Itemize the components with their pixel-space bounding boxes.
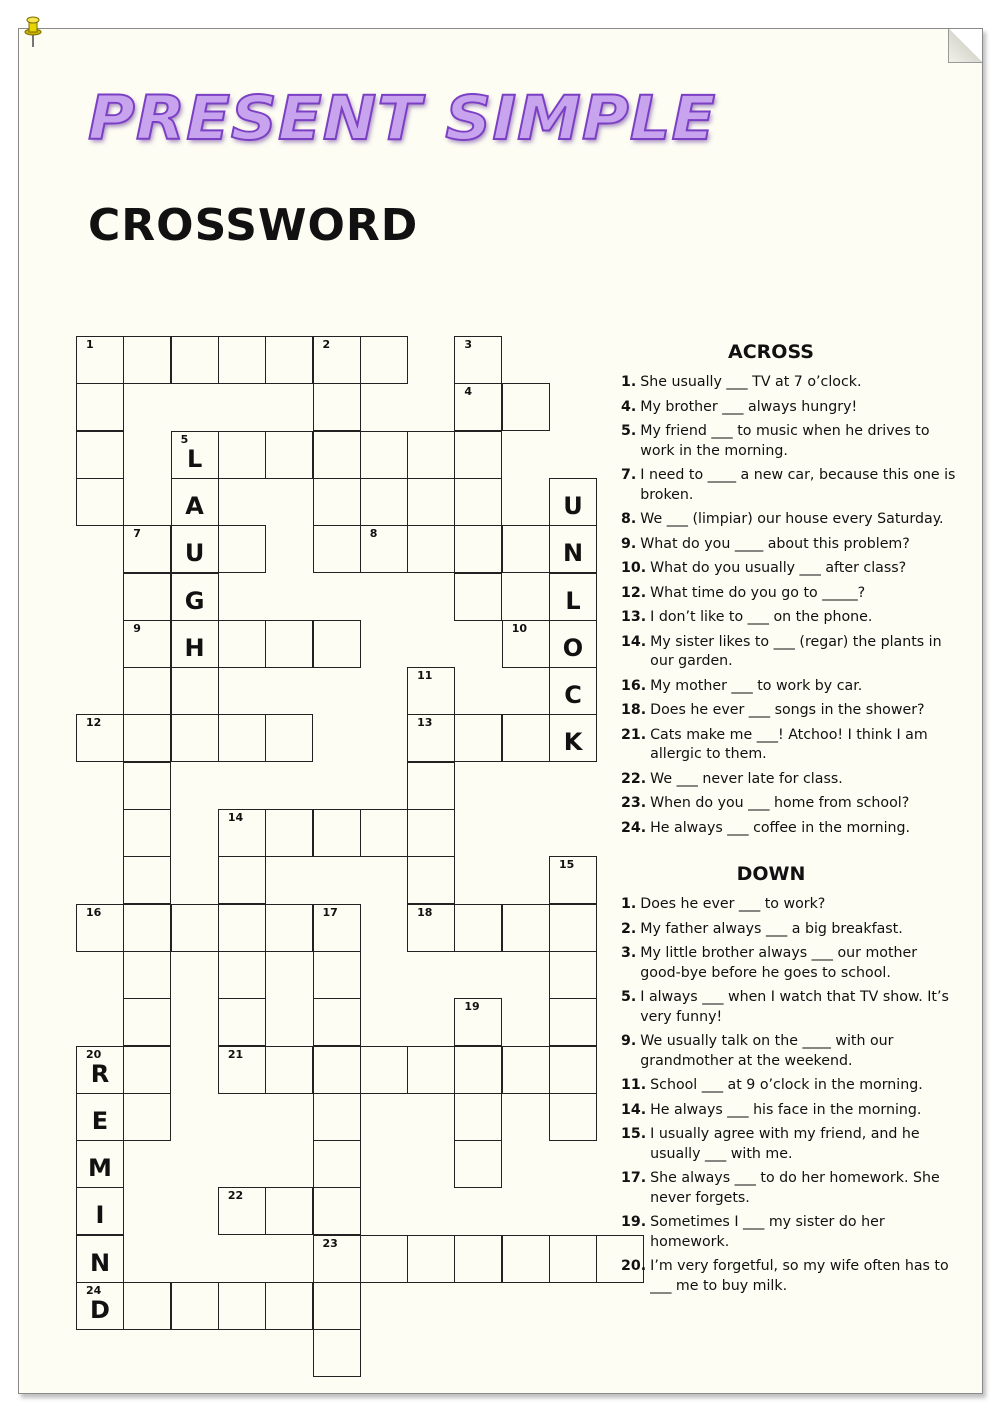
clue-num: 23. — [621, 795, 647, 811]
clue-text: She always ___ to do her homework. She never forgets. — [650, 1170, 940, 1206]
crossword-cell[interactable] — [502, 383, 550, 431]
crossword-cell[interactable] — [454, 714, 502, 762]
crossword-cell[interactable] — [454, 478, 502, 526]
clue-text: I always ___ when I watch that TV show. It’s very funny! — [640, 989, 949, 1025]
crossword-cell[interactable] — [76, 1282, 124, 1330]
clue-num: 4. — [621, 398, 637, 415]
clue-num: 24. — [621, 819, 647, 836]
crossword-cell[interactable] — [313, 1046, 361, 1094]
crossword-cell[interactable] — [123, 573, 171, 621]
crossword-cell[interactable] — [549, 525, 597, 573]
crossword-cell[interactable] — [265, 431, 313, 479]
clue-number: 16 — [86, 905, 102, 919]
crossword-cell[interactable] — [313, 383, 361, 431]
across-clue — [621, 677, 961, 697]
crossword-cell[interactable] — [171, 620, 219, 668]
crossword-cell[interactable] — [171, 1282, 219, 1330]
down-clue — [621, 1032, 961, 1071]
clue-number: 19 — [464, 1000, 480, 1014]
cell-letter: I — [95, 1201, 105, 1230]
crossword-cell[interactable] — [123, 714, 171, 762]
crossword-cell[interactable] — [549, 714, 597, 762]
cell-letter: O — [562, 633, 584, 662]
crossword-cell[interactable] — [549, 478, 597, 526]
clue-number: 5 — [180, 432, 189, 446]
clue-num: 2. — [621, 920, 637, 937]
crossword-cell[interactable] — [171, 904, 219, 952]
across-clue — [621, 510, 961, 530]
crossword-cell[interactable] — [313, 336, 361, 384]
clue-num: 5. — [621, 989, 637, 1005]
across-clue — [621, 535, 961, 555]
cell-letter: C — [564, 681, 582, 710]
clue-num: 7. — [621, 467, 637, 483]
crossword-cell[interactable] — [265, 1187, 313, 1235]
crossword-cell[interactable] — [171, 573, 219, 621]
across-clue — [621, 633, 961, 672]
crossword-cell[interactable] — [454, 1046, 502, 1094]
crossword-cell[interactable] — [360, 1235, 408, 1283]
crossword-cell[interactable] — [76, 478, 124, 526]
cell-letter: H — [184, 633, 205, 662]
clue-num: 20. — [621, 1258, 647, 1274]
clue-text: School ___ at 9 o’clock in the morning. — [650, 1077, 923, 1093]
down-clue — [621, 1101, 961, 1121]
crossword-cell[interactable] — [454, 1093, 502, 1141]
across-clue — [621, 608, 961, 628]
crossword-cell[interactable] — [407, 667, 455, 715]
clue-num: 12. — [621, 584, 647, 601]
crossword-cell[interactable] — [265, 809, 313, 857]
crossword-cell[interactable] — [76, 383, 124, 431]
page-curl — [948, 29, 982, 63]
across-heading: ACROSS — [728, 341, 814, 363]
clue-num: 13. — [621, 609, 647, 625]
crossword-cell[interactable] — [407, 1046, 455, 1094]
crossword-cell[interactable] — [76, 904, 124, 952]
across-clue — [621, 466, 961, 505]
clue-number: 10 — [511, 621, 527, 635]
crossword-cell[interactable] — [313, 904, 361, 952]
crossword-cell[interactable] — [218, 809, 266, 857]
clue-num: 18. — [621, 702, 647, 718]
clue-number: 8 — [369, 527, 378, 541]
crossword-cell[interactable] — [549, 1093, 597, 1141]
cell-letter: R — [90, 1059, 110, 1088]
clue-num: 15. — [621, 1126, 647, 1142]
clue-number: 22 — [227, 1189, 244, 1203]
crossword-cell[interactable] — [218, 856, 266, 904]
crossword-cell[interactable] — [265, 620, 313, 668]
crossword-cell[interactable] — [313, 1235, 361, 1283]
across-clue — [621, 398, 961, 418]
clue-number: 17 — [322, 905, 338, 919]
clue-text: My brother ___ always hungry! — [640, 398, 858, 415]
clue-num: 9. — [621, 1033, 637, 1049]
clues-panel — [621, 335, 961, 1301]
crossword-cell[interactable] — [265, 336, 313, 384]
across-clue — [621, 701, 961, 721]
crossword-cell[interactable] — [313, 1093, 361, 1141]
crossword-cell[interactable] — [407, 478, 455, 526]
cell-letter: U — [563, 491, 583, 520]
crossword-cell[interactable] — [502, 525, 550, 573]
clue-text: Cats make me ___! Atchoo! I think I am allergic to them. — [650, 726, 928, 762]
clue-num: 14. — [621, 1101, 647, 1118]
down-clue — [621, 1257, 961, 1296]
crossword-cell[interactable] — [123, 904, 171, 952]
crossword-cell[interactable] — [407, 714, 455, 762]
clue-text: I don’t like to ___ on the phone. — [650, 609, 873, 625]
clue-number: 11 — [417, 669, 433, 683]
clue-number: 24 — [86, 1284, 102, 1297]
clue-number: 12 — [86, 716, 102, 730]
crossword-cell[interactable] — [123, 809, 171, 857]
crossword-cell[interactable] — [123, 667, 171, 715]
clue-num: 8. — [621, 511, 637, 527]
crossword-cell[interactable] — [76, 714, 124, 762]
crossword-cell[interactable] — [454, 904, 502, 952]
crossword-cell[interactable] — [123, 856, 171, 904]
crossword-cell[interactable] — [123, 1093, 171, 1141]
across-clue — [621, 422, 961, 461]
crossword-cell[interactable] — [454, 336, 502, 384]
clue-num: 21. — [621, 726, 647, 743]
clue-text: What do you ____ about this problem? — [640, 535, 910, 552]
crossword-cell[interactable] — [218, 1187, 266, 1235]
clue-text: We usually talk on the ____ with our grandmother at the weekend. — [640, 1033, 894, 1069]
clue-number: 15 — [559, 858, 575, 872]
down-clue — [621, 1076, 961, 1096]
crossword-cell[interactable] — [313, 478, 361, 526]
clue-text: What do you usually ___ after class? — [650, 560, 907, 576]
clue-text: He always ___ his face in the morning. — [650, 1101, 922, 1118]
crossword-cell[interactable] — [454, 1235, 502, 1283]
clue-number: 7 — [133, 527, 141, 541]
crossword-cell[interactable] — [218, 431, 266, 479]
clue-text: She usually ___ TV at 7 o’clock. — [640, 374, 862, 390]
crossword-cell[interactable] — [123, 1282, 171, 1330]
crossword-cell[interactable] — [171, 667, 219, 715]
crossword-cell[interactable] — [454, 525, 502, 573]
clue-text: When do you ___ home from school? — [650, 795, 910, 811]
crossword-cell[interactable] — [502, 620, 550, 668]
clue-num: 3. — [621, 945, 637, 961]
cell-letter: G — [184, 586, 205, 615]
down-clue — [621, 1169, 961, 1208]
crossword-cell[interactable] — [76, 1046, 124, 1094]
crossword-cell[interactable] — [549, 1235, 597, 1283]
crossword-cell[interactable] — [218, 336, 266, 384]
down-clue — [621, 895, 961, 915]
clue-text: We ___ never late for class. — [650, 770, 843, 787]
crossword-cell[interactable] — [123, 1046, 171, 1094]
clue-num: 1. — [621, 896, 637, 912]
crossword-cell[interactable] — [502, 1235, 550, 1283]
clue-number: 9 — [133, 621, 141, 635]
clue-text: My father always ___ a big breakfast. — [640, 920, 903, 937]
crossword-cell[interactable] — [313, 620, 361, 668]
crossword-cell[interactable] — [76, 1187, 124, 1235]
crossword-cell[interactable] — [76, 431, 124, 479]
crossword-cell[interactable] — [171, 525, 219, 573]
cell-letter: N — [89, 1248, 111, 1277]
down-clue — [621, 944, 961, 983]
crossword-cell[interactable] — [454, 998, 502, 1046]
crossword-cell[interactable] — [313, 1329, 361, 1377]
crossword-cell[interactable] — [123, 951, 171, 999]
crossword-cell[interactable] — [218, 998, 266, 1046]
clue-number: 4 — [464, 385, 473, 399]
clue-text: My mother ___ to work by car. — [650, 677, 863, 694]
clue-num: 22. — [621, 770, 647, 787]
clue-number: 1 — [86, 338, 94, 351]
clue-number: 23 — [322, 1236, 338, 1250]
crossword-cell[interactable] — [454, 1140, 502, 1188]
clue-number: 2 — [322, 338, 331, 351]
crossword-cell[interactable] — [549, 856, 597, 904]
pushpin-icon — [22, 14, 44, 48]
clue-text: I usually agree with my friend, and he usually ___ with me. — [650, 1126, 920, 1162]
crossword-cell[interactable] — [549, 951, 597, 999]
crossword-cell[interactable] — [313, 1140, 361, 1188]
crossword-cell[interactable] — [265, 714, 313, 762]
crossword-cell[interactable] — [76, 1093, 124, 1141]
down-heading: DOWN — [736, 863, 806, 885]
cell-letter: L — [565, 586, 581, 615]
crossword-cell[interactable] — [407, 904, 455, 952]
crossword-cell[interactable] — [313, 1187, 361, 1235]
clue-num: 14. — [621, 633, 647, 650]
crossword-cell[interactable] — [265, 904, 313, 952]
clue-number: 18 — [417, 905, 433, 919]
cell-letter: L — [186, 444, 203, 473]
clue-number: 14 — [227, 811, 244, 824]
crossword-cell[interactable] — [407, 1235, 455, 1283]
clue-text: My sister likes to ___ (regar) the plants in our garden. — [650, 633, 942, 669]
crossword-cell[interactable] — [171, 336, 219, 384]
crossword-cell[interactable] — [502, 904, 550, 952]
clue-num: 11. — [621, 1077, 647, 1093]
clue-text: I need to ____ a new car, because this one is broken. — [640, 467, 956, 503]
cell-letter: D — [90, 1296, 110, 1324]
crossword-cell[interactable] — [171, 478, 219, 526]
crossword-cell[interactable] — [265, 1282, 313, 1330]
crossword-cell[interactable] — [407, 762, 455, 810]
crossword-cell[interactable] — [502, 714, 550, 762]
crossword-cell[interactable] — [360, 478, 408, 526]
clue-text: I’m very forgetful, so my wife often has to ___ me to buy milk. — [650, 1258, 949, 1294]
crossword-cell[interactable] — [313, 431, 361, 479]
across-clue — [621, 770, 961, 790]
clue-text: My friend ___ to music when he drives to work in the morning. — [640, 423, 930, 459]
clue-text: My little brother always ___ our mother good-bye before he goes to school. — [640, 945, 918, 981]
clue-num: 17. — [621, 1170, 647, 1186]
down-clue-list — [621, 895, 961, 1296]
crossword-cell[interactable] — [549, 904, 597, 952]
across-clue — [621, 559, 961, 579]
clue-text: We ___ (limpiar) our house every Saturday. — [640, 511, 944, 527]
clue-text: He always ___ coffee in the morning. — [650, 819, 911, 836]
crossword-cell[interactable] — [360, 1046, 408, 1094]
crossword-cell[interactable] — [454, 383, 502, 431]
crossword-cell[interactable] — [123, 998, 171, 1046]
crossword-cell[interactable] — [218, 904, 266, 952]
crossword-cell[interactable] — [76, 1140, 124, 1188]
crossword-cell[interactable] — [407, 856, 455, 904]
cell-letter: E — [91, 1106, 109, 1135]
clue-number: 3 — [464, 338, 473, 351]
worksheet-title: PRESENT SIMPLE — [88, 83, 717, 155]
cell-letter: U — [184, 539, 205, 568]
across-clue — [621, 373, 961, 393]
crossword-cell[interactable] — [218, 951, 266, 999]
crossword-cell[interactable] — [360, 336, 408, 384]
clue-num: 5. — [621, 423, 637, 439]
crossword-cell[interactable] — [549, 620, 597, 668]
across-clue-list — [621, 373, 961, 838]
across-clue — [621, 584, 961, 604]
crossword-cell[interactable] — [313, 951, 361, 999]
crossword-cell[interactable] — [360, 431, 408, 479]
crossword-cell[interactable] — [123, 762, 171, 810]
down-clue — [621, 1213, 961, 1252]
down-clue — [621, 1125, 961, 1164]
crossword-cell[interactable] — [360, 525, 408, 573]
across-clue — [621, 819, 961, 839]
down-clue — [621, 920, 961, 940]
crossword-cell[interactable] — [218, 714, 266, 762]
crossword-cell[interactable] — [549, 1046, 597, 1094]
clue-number: 20 — [86, 1047, 102, 1061]
clue-num: 1. — [621, 374, 637, 390]
clue-num: 10. — [621, 560, 647, 576]
clue-num: 19. — [621, 1214, 647, 1230]
clue-number: 13 — [417, 716, 433, 730]
crossword-cell[interactable] — [454, 431, 502, 479]
clue-number: 21 — [227, 1047, 244, 1061]
crossword-cell[interactable] — [171, 714, 219, 762]
clue-text: Does he ever ___ to work? — [640, 896, 826, 912]
cell-letter: N — [562, 539, 584, 568]
across-clue — [621, 794, 961, 814]
crossword-cell[interactable] — [407, 525, 455, 573]
crossword-cell[interactable] — [123, 620, 171, 668]
crossword-cell[interactable] — [313, 525, 361, 573]
crossword-cell[interactable] — [407, 809, 455, 857]
cell-letter: K — [563, 728, 583, 757]
clue-num: 9. — [621, 535, 637, 552]
crossword-cell[interactable] — [360, 809, 408, 857]
crossword-cell[interactable] — [549, 573, 597, 621]
crossword-cell[interactable] — [313, 809, 361, 857]
crossword-cell[interactable] — [265, 1046, 313, 1094]
crossword-cell[interactable] — [549, 998, 597, 1046]
crossword-cell[interactable] — [313, 998, 361, 1046]
crossword-cell[interactable] — [218, 1046, 266, 1094]
down-clue — [621, 988, 961, 1027]
crossword-cell[interactable] — [454, 573, 502, 621]
cell-letter: A — [185, 491, 204, 520]
crossword-cell[interactable] — [313, 1282, 361, 1330]
crossword-cell[interactable] — [502, 1046, 550, 1094]
clue-text: Does he ever ___ songs in the shower? — [650, 702, 925, 718]
crossword-cell[interactable] — [123, 525, 171, 573]
crossword-cell[interactable] — [123, 336, 171, 384]
crossword-cell[interactable] — [407, 431, 455, 479]
crossword-cell[interactable] — [218, 525, 266, 573]
clue-num: 16. — [621, 677, 647, 694]
crossword-cell[interactable] — [76, 336, 124, 384]
crossword-cell[interactable] — [171, 431, 219, 479]
clue-text: What time do you go to _____? — [650, 584, 866, 601]
crossword-cell[interactable] — [549, 667, 597, 715]
worksheet-subtitle: CROSSWORD — [88, 200, 419, 251]
across-clue — [621, 726, 961, 765]
crossword-cell[interactable] — [76, 1235, 124, 1283]
crossword-cell[interactable] — [218, 1282, 266, 1330]
clue-text: Sometimes I ___ my sister do her homework. — [650, 1214, 885, 1250]
cell-letter: M — [88, 1154, 112, 1183]
crossword-cell[interactable] — [218, 620, 266, 668]
